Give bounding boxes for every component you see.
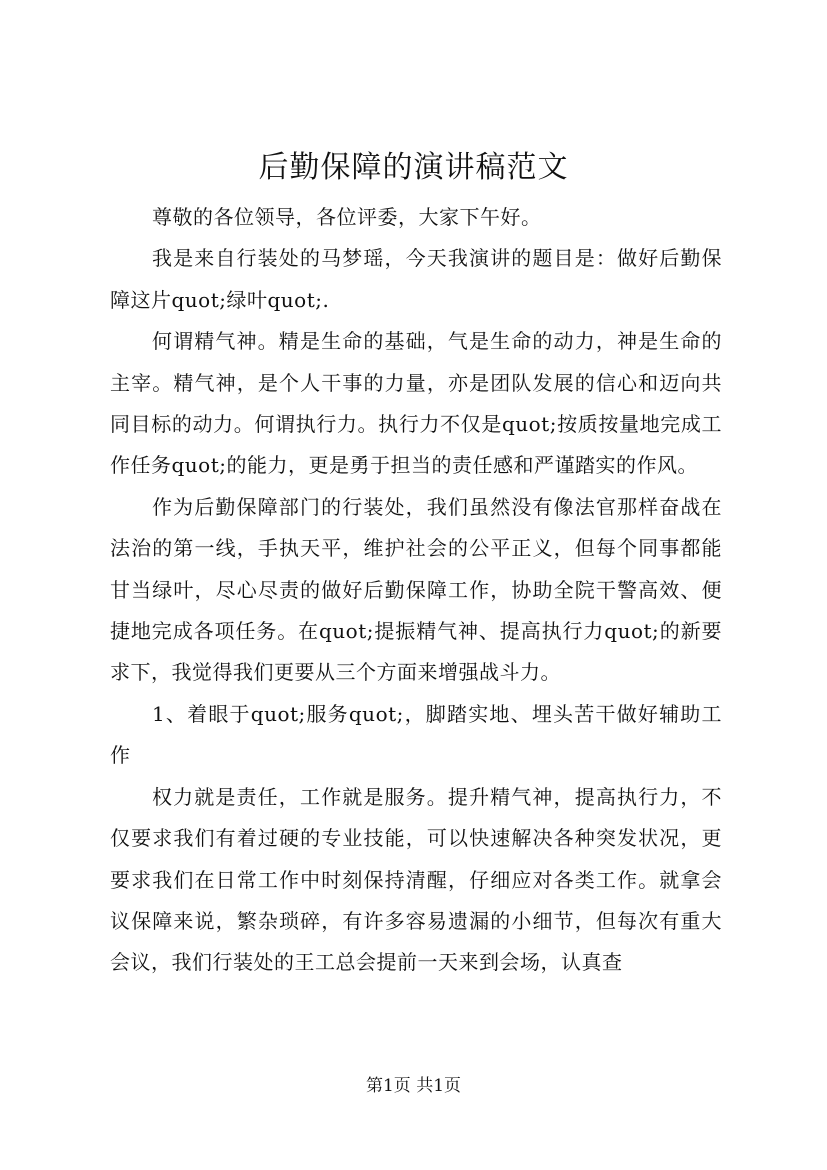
paragraph-greeting: 尊敬的各位领导，各位评委，大家下午好。 [152, 205, 542, 229]
document-body [110, 197, 722, 984]
document-title: 后勤保障的演讲稿范文 [258, 150, 569, 185]
paragraph-service: 权力就是责任，工作就是服务。提升精气神，提高执行力，不仅要求我们有着过硬的专业技能，可以快速解决各种突发状况，更要求我们在日常工作中时刻保持清醒，仔细应对各类工作。就拿会议保障来说，繁杂琐碎，有许多容易遗漏的小细节，但每次有重大会议，我们行装处的王工总会提前一天来到会场，认真查 [110, 784, 722, 975]
paragraph-department: 作为后勤保障部门的行装处，我们虽然没有像法官那样奋战在法治的第一线，手执天平，维护社会的公平正义，但每个同事都能甘当绿叶，尽心尽责的做好后勤保障工作，协助全院干警高效、便捷地完成各项任务。在quot;提振精气神、提高执行力quot;的新要求下，我觉得我们更要从三个方面来增强战斗力。 [110, 494, 722, 685]
page-footer: 第1页 共1页 [365, 1076, 462, 1096]
paragraph-introduction: 我是来自行装处的马梦瑶，今天我演讲的题目是：做好后勤保障这片quot;绿叶quot;. [110, 246, 722, 312]
section-heading-1: 1、着眼于quot;服务quot;，脚踏实地、埋头苦干做好辅助工作 [110, 701, 722, 768]
paragraph-definition: 何谓精气神。精是生命的基础，气是生命的动力，神是生命的主宰。精气神，是个人干事的力量，亦是团队发展的信心和迈向共同目标的动力。何谓执行力。执行力不仅是quot;按质按量地完成工作任务quot;的能力，更是勇于担当的责任感和严谨踏实的作风。 [110, 329, 722, 478]
